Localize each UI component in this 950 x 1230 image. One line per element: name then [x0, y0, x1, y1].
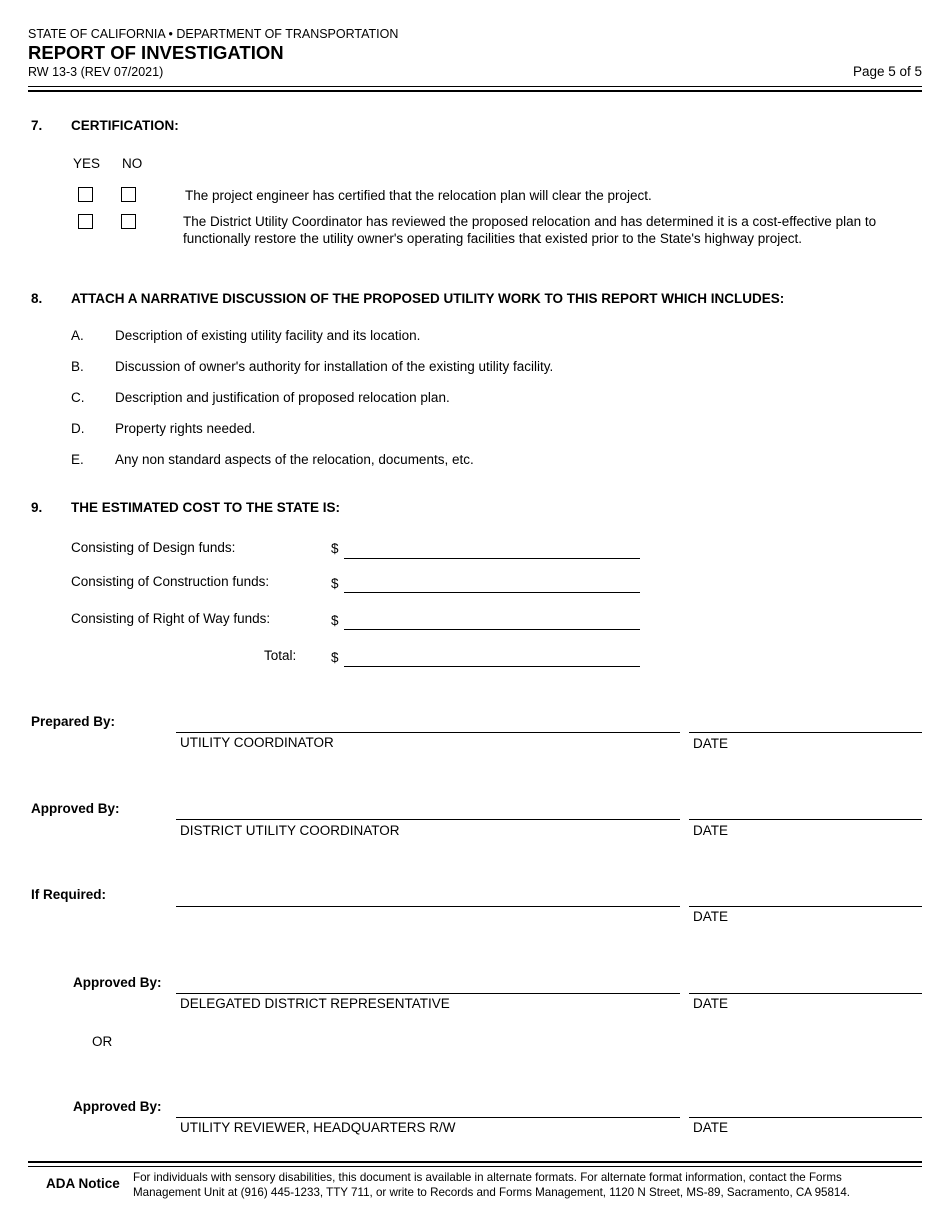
if-required-signature-line[interactable] [176, 906, 680, 907]
cert-1-yes-checkbox[interactable] [78, 187, 93, 202]
approved-by-hq-label: Approved By: [73, 1099, 162, 1114]
footer-rule-thin [28, 1166, 922, 1167]
section-7-number: 7. [31, 118, 43, 133]
if-required-date-caption: DATE [693, 909, 729, 924]
cert-2-yes-checkbox[interactable] [78, 214, 93, 229]
approved-by-label: Approved By: [31, 801, 120, 816]
prepared-by-caption: UTILITY COORDINATOR [180, 735, 334, 750]
footer-rule-thick [28, 1161, 922, 1163]
prepared-by-date-line[interactable] [689, 732, 922, 733]
cert-1-no-checkbox[interactable] [121, 187, 136, 202]
narrative-item-text: Discussion of owner's authority for installation of the existing utility facility. [115, 359, 554, 374]
section-9-number: 9. [31, 500, 43, 515]
construction-funds-label: Consisting of Construction funds: [71, 574, 270, 589]
narrative-item-letter: B. [71, 359, 84, 374]
construction-funds-currency: $ [331, 576, 339, 591]
total-currency: $ [331, 650, 339, 665]
page-indicator: Page 5 of 5 [852, 64, 922, 79]
section-7-title: CERTIFICATION: [71, 118, 179, 133]
section-8-number: 8. [31, 291, 43, 306]
approved-by-date-caption: DATE [693, 823, 729, 838]
hq-date-line[interactable] [689, 1117, 922, 1118]
no-column-label: NO [122, 156, 143, 171]
header-rule-thin [28, 86, 922, 87]
cert-2-text: The District Utility Coordinator has reviewed the proposed relocation and has determined it is a cost-effective plan to functionally restore the utility owner's operating facilities that existed prior to the State's highway project. [183, 214, 877, 246]
hq-caption: UTILITY REVIEWER, HEADQUARTERS R/W [180, 1120, 456, 1135]
narrative-item-text: Description and justification of proposed relocation plan. [115, 390, 450, 405]
row-funds-label: Consisting of Right of Way funds: [71, 611, 271, 626]
delegated-date-caption: DATE [693, 996, 729, 1011]
total-label: Total: [264, 648, 297, 663]
approved-by-signature-line[interactable] [176, 819, 680, 820]
prepared-by-date-caption: DATE [693, 736, 729, 751]
delegated-signature-line[interactable] [176, 993, 680, 994]
prepared-by-label: Prepared By: [31, 714, 116, 729]
ada-notice-line-1: For individuals with sensory disabilities, this document is available in alternate formats. For alternate format information, contact the Forms [133, 1171, 842, 1184]
narrative-item-letter: A. [71, 328, 84, 343]
design-funds-label: Consisting of Design funds: [71, 540, 236, 555]
narrative-item-text: Description of existing utility facility and its location. [115, 328, 421, 343]
agency-line: STATE OF CALIFORNIA • DEPARTMENT OF TRANSPORTATION [28, 27, 399, 41]
if-required-label: If Required: [31, 887, 107, 902]
ada-notice-label: ADA Notice [46, 1176, 120, 1191]
header-rule-thick [28, 90, 922, 92]
prepared-by-signature-line[interactable] [176, 732, 680, 733]
section-8-title: ATTACH A NARRATIVE DISCUSSION OF THE PROPOSED UTILITY WORK TO THIS REPORT WHICH INCLUDES: [71, 291, 785, 306]
if-required-date-line[interactable] [689, 906, 922, 907]
delegated-caption: DELEGATED DISTRICT REPRESENTATIVE [180, 996, 450, 1011]
narrative-item-letter: D. [71, 421, 85, 436]
ada-notice-line-2: Management Unit at (916) 445-1233, TTY 711, or write to Records and Forms Management, 1120 N Street, MS-89, Sacramento, CA 95814. [133, 1186, 851, 1199]
narrative-item-letter: C. [71, 390, 85, 405]
hq-signature-line[interactable] [176, 1117, 680, 1118]
cert-1-text: The project engineer has certified that the relocation plan will clear the project. [185, 188, 652, 203]
yes-column-label: YES [73, 156, 101, 171]
construction-funds-line [344, 592, 640, 593]
section-9-title: THE ESTIMATED COST TO THE STATE IS: [71, 500, 341, 515]
narrative-item-text: Property rights needed. [115, 421, 256, 436]
cert-2-no-checkbox[interactable] [121, 214, 136, 229]
design-funds-currency: $ [331, 541, 339, 556]
narrative-item-text: Any non standard aspects of the relocation, documents, etc. [115, 452, 474, 467]
total-line [344, 666, 640, 667]
row-funds-currency: $ [331, 613, 339, 628]
form-number: RW 13-3 (REV 07/2021) [28, 65, 164, 79]
approved-by-caption: DISTRICT UTILITY COORDINATOR [180, 823, 400, 838]
or-label: OR [92, 1034, 113, 1049]
narrative-item-letter: E. [71, 452, 84, 467]
approved-by-date-line[interactable] [689, 819, 922, 820]
hq-date-caption: DATE [693, 1120, 729, 1135]
row-funds-line [344, 629, 640, 630]
delegated-date-line[interactable] [689, 993, 922, 994]
approved-by-delegated-label: Approved By: [73, 975, 162, 990]
design-funds-line [344, 558, 640, 559]
form-title: REPORT OF INVESTIGATION [28, 42, 284, 63]
